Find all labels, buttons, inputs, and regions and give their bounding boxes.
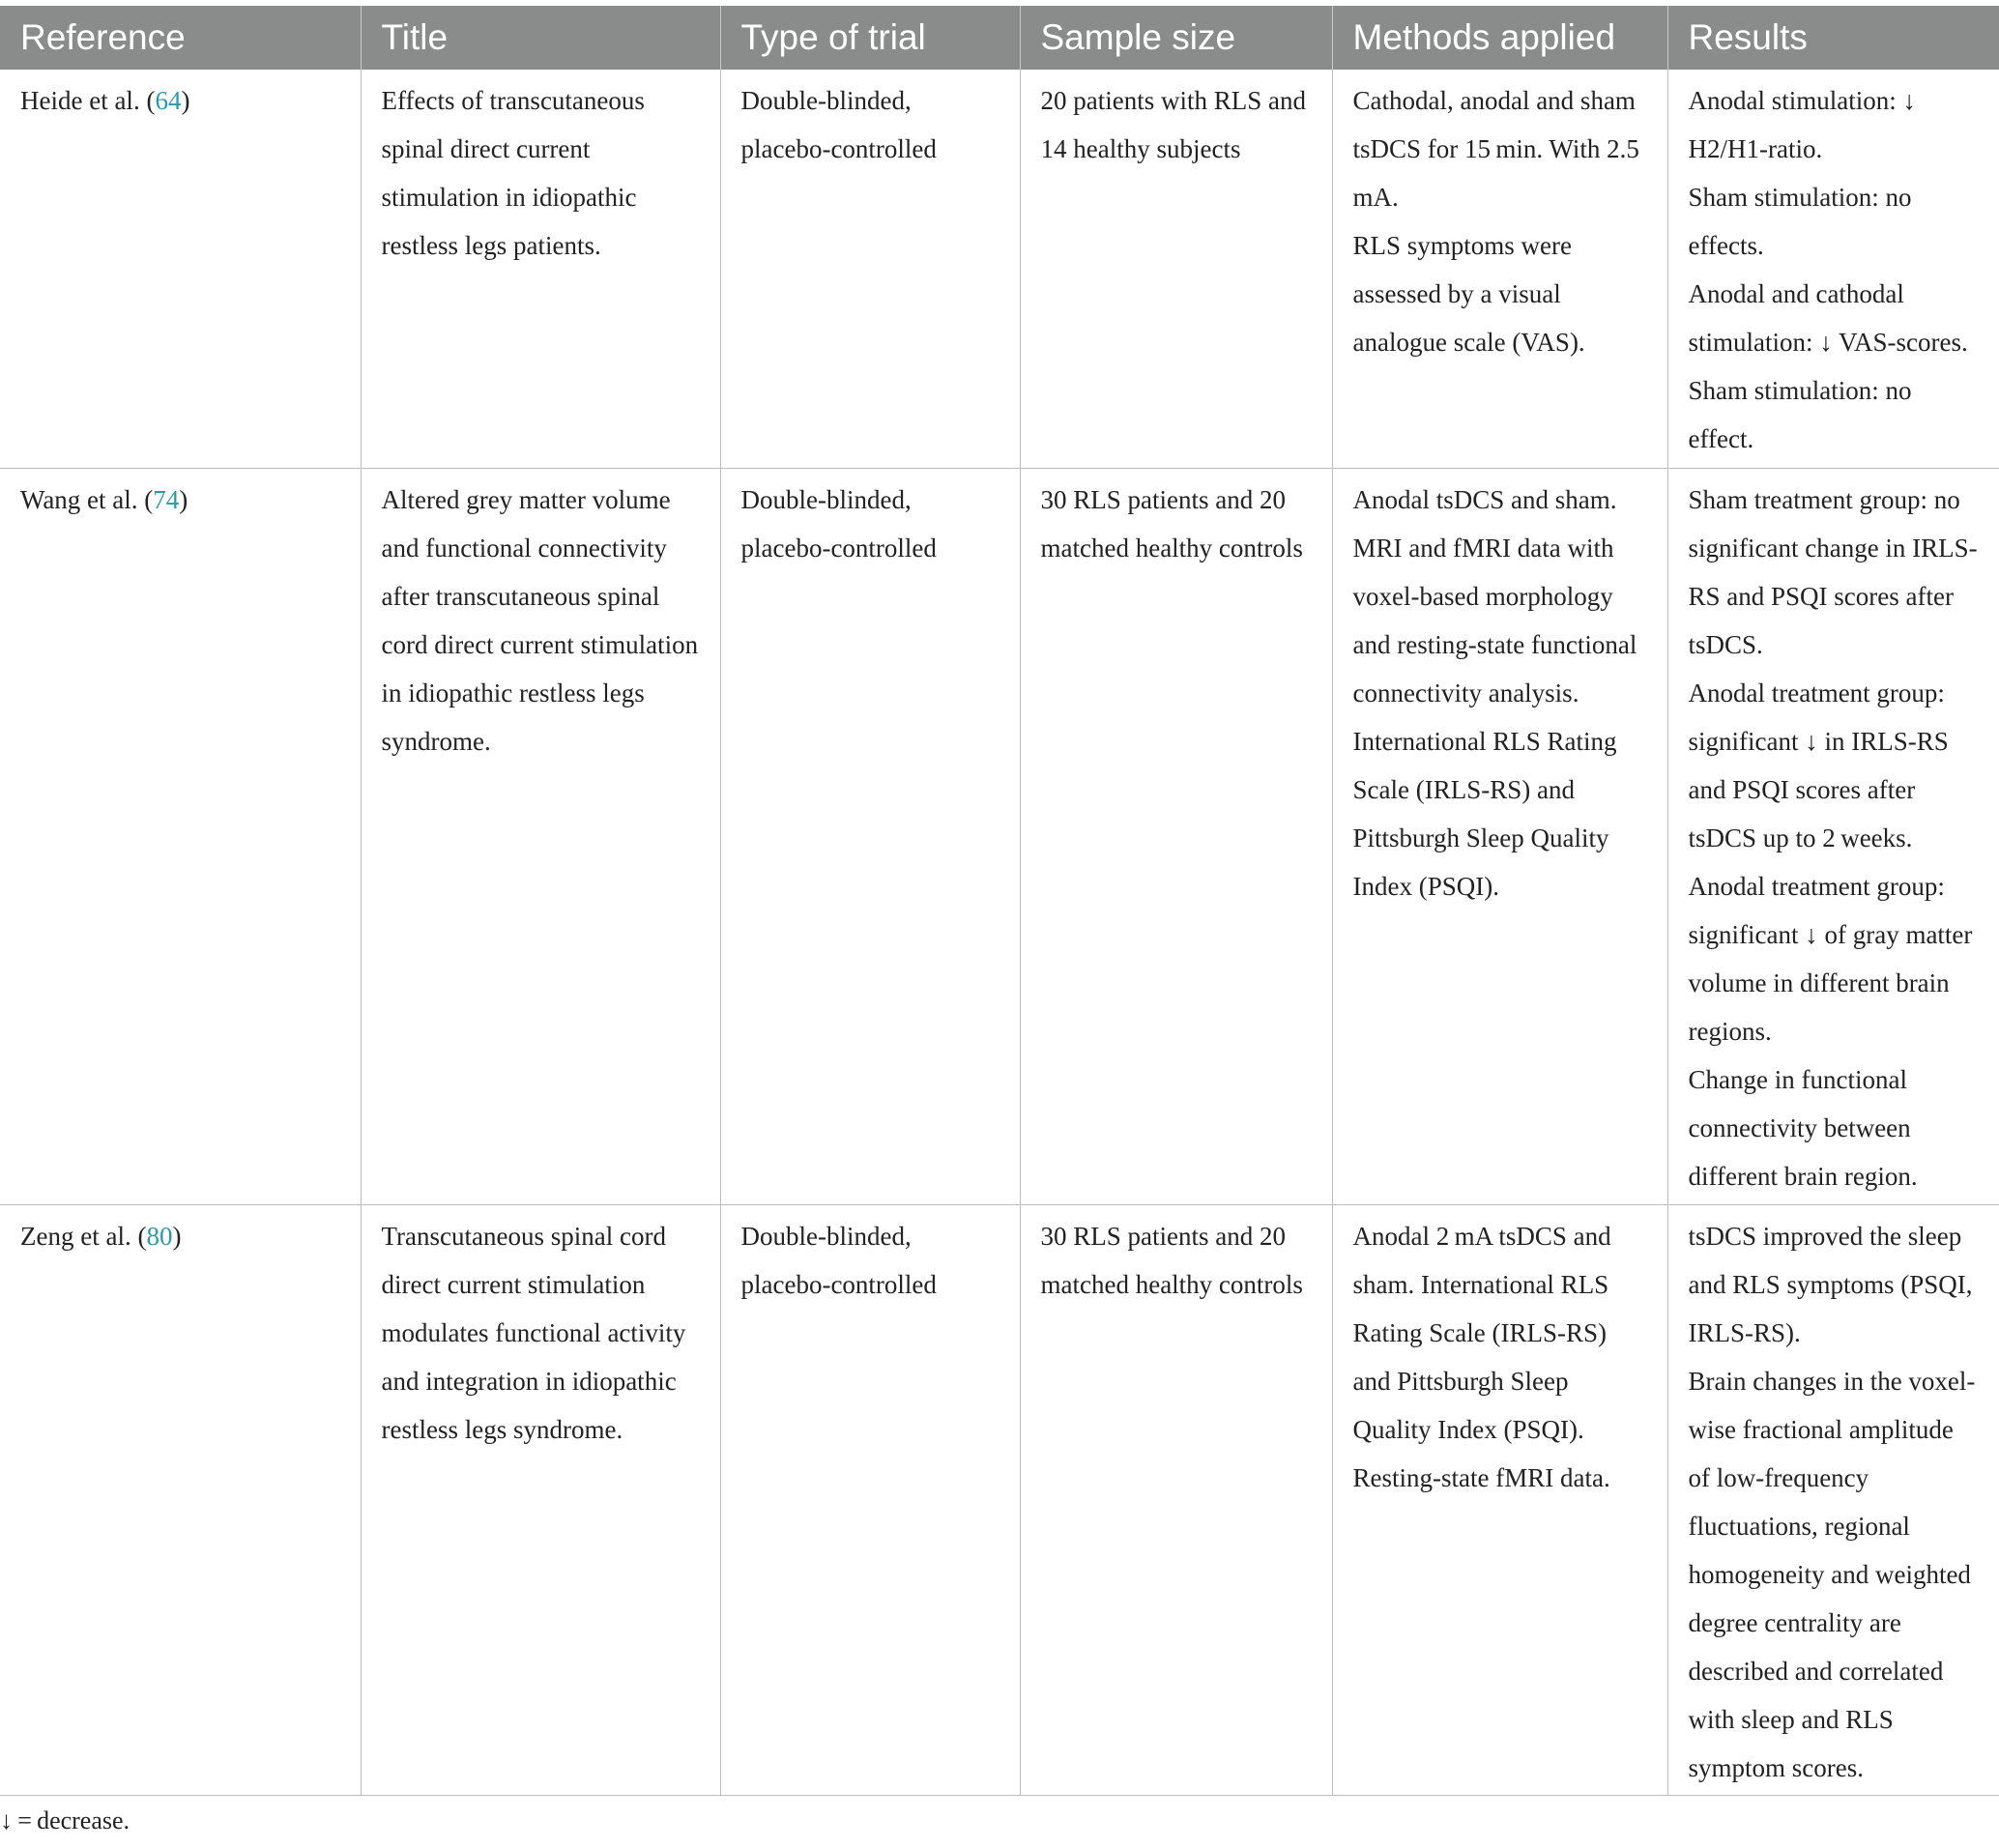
- methods-line: International RLS Rating Scale (IRLS-RS) and Pittsburgh Sleep Quality Index (PSQI).: [1352, 727, 1617, 901]
- header-methods-applied: Methods applied: [1332, 6, 1667, 70]
- table-row: [0, 70, 1999, 469]
- cell-sample-size: 30 RLS patients and 20 matched healthy controls: [1020, 469, 1332, 1205]
- cell-reference: [0, 70, 361, 469]
- cell-sample-size: 30 RLS patients and 20 matched healthy controls: [1020, 1205, 1332, 1796]
- cell-type-of-trial: Double-blinded, placebo-controlled: [720, 70, 1020, 469]
- study-table-container: [0, 6, 1999, 1796]
- header-results: Results: [1667, 6, 1999, 70]
- reference-author: Heide et al. (: [20, 86, 156, 115]
- results-line: Change in functional connectivity between different brain region.: [1688, 1065, 1918, 1191]
- cell-type-of-trial: Double-blinded, placebo-controlled: [720, 1205, 1020, 1796]
- cell-results: [1667, 70, 1999, 469]
- study-table: [0, 6, 1999, 1796]
- cell-type-of-trial: Double-blinded, placebo-controlled: [720, 469, 1020, 1205]
- cell-results: [1667, 469, 1999, 1205]
- reference-link[interactable]: 64: [155, 86, 182, 115]
- results-line: Brain changes in the voxel-wise fractional amplitude of low-frequency fluctuations, regional homogeneity and weighted degree centrality are described and correlated with sleep and RLS symptom scores.: [1688, 1367, 1976, 1782]
- results-line: Anodal treatment group: significant ↓ of gray matter volume in different brain regions.: [1688, 872, 1973, 1046]
- cell-methods: [1332, 1205, 1667, 1796]
- cell-reference: [0, 469, 361, 1205]
- reference-close: ): [181, 86, 190, 115]
- methods-line: RLS symptoms were assessed by a visual analogue scale (VAS).: [1352, 231, 1585, 357]
- methods-line: Anodal 2 mA tsDCS and sham. International RLS Rating Scale (IRLS-RS) and Pittsburgh Sleep Quality Index (PSQI). Resting-state fMRI data.: [1352, 1222, 1611, 1492]
- methods-line: Anodal tsDCS and sham. MRI and fMRI data with voxel-based morphology and resting-state functional connectivity analysis.: [1352, 485, 1637, 707]
- cell-title: Transcutaneous spinal cord direct current stimulation modulates functional activity and integration in idiopathic restless legs syndrome.: [361, 1205, 720, 1796]
- cell-title: Effects of transcutaneous spinal direct current stimulation in idiopathic restless legs patients.: [361, 70, 720, 469]
- cell-results: [1667, 1205, 1999, 1796]
- reference-link[interactable]: 74: [153, 485, 180, 514]
- results-line: Anodal treatment group: significant ↓ in IRLS-RS and PSQI scores after tsDCS up to 2 weeks.: [1688, 679, 1949, 852]
- reference-author: Zeng et al. (: [20, 1222, 147, 1251]
- results-line: Sham stimulation: no effects.: [1688, 183, 1912, 260]
- header-type-of-trial: Type of trial: [720, 6, 1020, 70]
- table-footnote: ↓ = decrease.: [0, 1806, 130, 1834]
- methods-line: Cathodal, anodal and sham tsDCS for 15 min. With 2.5 mA.: [1352, 86, 1645, 212]
- cell-title: Altered grey matter volume and functional connectivity after transcutaneous spinal cord direct current stimulation in idiopathic restless legs syndrome.: [361, 469, 720, 1205]
- reference-close: ): [179, 485, 188, 514]
- cell-methods: [1332, 70, 1667, 469]
- results-line: Sham treatment group: no significant change in IRLS-RS and PSQI scores after tsDCS.: [1688, 485, 1978, 659]
- results-line: Anodal stimulation: ↓ H2/H1-ratio.: [1688, 86, 1916, 163]
- results-line: Anodal and cathodal stimulation: ↓ VAS-scores. Sham stimulation: no effect.: [1688, 279, 1968, 453]
- results-line: tsDCS improved the sleep and RLS symptoms (PSQI, IRLS-RS).: [1688, 1222, 1973, 1347]
- header-title: Title: [361, 6, 720, 70]
- table-body: [0, 70, 1999, 1796]
- reference-author: Wang et al. (: [20, 485, 154, 514]
- table-row: [0, 1205, 1999, 1796]
- reference-close: ): [172, 1222, 182, 1251]
- table-row: [0, 469, 1999, 1205]
- reference-link[interactable]: 80: [146, 1222, 173, 1251]
- header-row: [0, 6, 1999, 70]
- cell-reference: [0, 1205, 361, 1796]
- cell-sample-size: 20 patients with RLS and 14 healthy subjects: [1020, 70, 1332, 469]
- header-sample-size: Sample size: [1020, 6, 1332, 70]
- cell-methods: [1332, 469, 1667, 1205]
- header-reference: Reference: [0, 6, 361, 70]
- table-header: [0, 6, 1999, 70]
